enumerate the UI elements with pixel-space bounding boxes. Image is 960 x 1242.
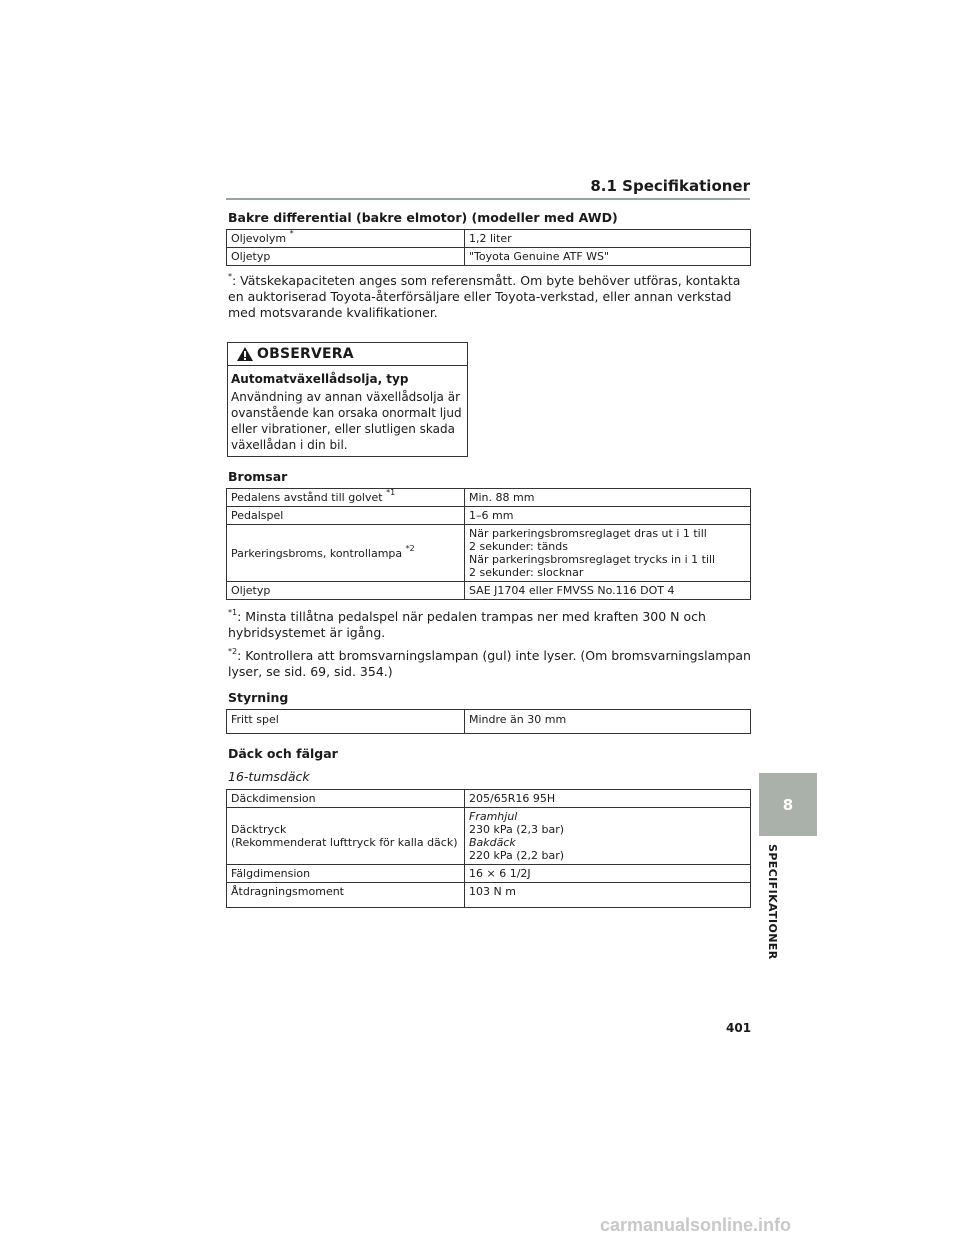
warning-text: Användning av annan växellådsolja är ovanstående kan orsaka onormalt ljud eller vibrationer, eller slutligen skada växellådan i din bil. <box>231 390 462 452</box>
oil-type-value: "Toyota Genuine ATF WS" <box>465 248 751 266</box>
pedal-distance-value: Min. 88 mm <box>465 489 751 507</box>
footnote-ref: *2 <box>405 543 415 553</box>
free-play-label: Fritt spel <box>227 710 465 734</box>
table-row <box>227 808 751 865</box>
value-line: När parkeringsbromsreglaget dras ut i 1 till <box>469 527 707 540</box>
watermark: carmanualsonline.info <box>600 1215 792 1235</box>
rear-diff-title: Bakre differential (bakre elmotor) (modeller med AWD) <box>228 210 618 225</box>
table-row <box>227 525 751 582</box>
warning-header <box>228 343 467 366</box>
warning-subtitle: Automatväxellådsolja, typ <box>231 372 409 386</box>
footnote-mark: *2 <box>228 646 238 656</box>
table-row <box>227 883 751 908</box>
pedal-play-label: Pedalspel <box>227 507 465 525</box>
table-row <box>227 865 751 883</box>
front-wheel-label: Framhjul <box>469 810 518 823</box>
tire-pressure-label: Däcktryck <box>231 823 287 836</box>
warning-label: OBSERVERA <box>257 346 354 362</box>
brake-oil-type-label: Oljetyp <box>227 582 465 600</box>
tire-size-label: Däckdimension <box>227 790 465 808</box>
footnote-ref: *1 <box>386 488 396 498</box>
footnote-mark: * <box>228 271 232 281</box>
footnote-text: : Vätskekapaciteten anges som referensmått. Om byte behöver utföras, kontakta en auktoriserad Toyota-återförsäljare eller Toyota-verkstad, eller annan verkstad med motsvarande kvalifikationer. <box>228 273 741 320</box>
chapter-number: 8 <box>782 795 794 814</box>
table-row <box>227 507 751 525</box>
rear-diff-table <box>226 229 751 266</box>
tires-subtitle: 16-tumsdäck <box>228 769 310 784</box>
tires-title: Däck och fälgar <box>228 746 338 761</box>
table-row <box>227 489 751 507</box>
rear-wheel-value: 220 kPa (2,2 bar) <box>469 849 565 862</box>
torque-value: 103 N m <box>465 883 751 908</box>
value-line: 2 sekunder: tänds <box>469 540 568 553</box>
brakes-footnote-1 <box>228 609 753 641</box>
brake-oil-type-value: SAE J1704 eller FMVSS No.116 DOT 4 <box>465 582 751 600</box>
chapter-label: SPECIFIKATIONER <box>766 844 779 960</box>
rear-wheel-label: Bakdäck <box>469 836 516 849</box>
tire-size-value: 205/65R16 95H <box>465 790 751 808</box>
steering-table <box>226 709 751 734</box>
brakes-table <box>226 488 751 600</box>
oil-volume-label: Oljevolym <box>231 232 287 245</box>
table-row <box>227 248 751 266</box>
torque-label: Åtdragningsmoment <box>227 883 465 908</box>
oil-volume-value: 1,2 liter <box>465 230 751 248</box>
oil-type-label: Oljetyp <box>227 248 465 266</box>
parking-brake-label: Parkeringsbroms, kontrollampa <box>231 546 403 560</box>
front-wheel-value: 230 kPa (2,3 bar) <box>469 823 565 836</box>
table-row <box>227 230 751 248</box>
value-line: När parkeringsbromsreglaget trycks in i 1 till <box>469 553 716 566</box>
table-row <box>227 710 751 734</box>
chapter-side-label <box>745 844 801 960</box>
header-divider <box>226 198 750 200</box>
table-row <box>227 582 751 600</box>
pedal-play-value: 1–6 mm <box>465 507 751 525</box>
pedal-distance-label: Pedalens avstånd till golvet <box>231 491 383 504</box>
rim-size-label: Fälgdimension <box>227 865 465 883</box>
tires-table <box>226 789 751 908</box>
brakes-title: Bromsar <box>228 469 288 484</box>
footnote-ref: * <box>289 229 294 239</box>
warning-triangle-icon <box>236 346 254 362</box>
footnote-text: : Kontrollera att bromsvarningslampan (gul) inte lyser. (Om bromsvarningslampan lyser, se sid. 69, sid. 354.) <box>228 648 751 679</box>
parking-brake-value <box>465 525 751 582</box>
tire-pressure-note: (Rekommenderat lufttryck för kalla däck) <box>231 836 458 849</box>
rear-diff-footnote <box>228 273 753 321</box>
warning-box <box>227 342 468 457</box>
rim-size-value: 16 × 6 1/2J <box>465 865 751 883</box>
free-play-value: Mindre än 30 mm <box>465 710 751 734</box>
table-row <box>227 790 751 808</box>
page-number: 401 <box>726 1021 752 1035</box>
section-header: 8.1 Specifikationer <box>590 177 750 195</box>
value-line: 2 sekunder: slocknar <box>469 566 584 579</box>
steering-title: Styrning <box>228 690 289 705</box>
footnote-text: : Minsta tillåtna pedalspel när pedalen trampas ner med kraften 300 N och hybridsystemet är igång. <box>228 609 706 640</box>
footnote-mark: *1 <box>228 607 238 617</box>
brakes-footnote-2 <box>228 648 753 680</box>
chapter-tab <box>759 773 817 836</box>
